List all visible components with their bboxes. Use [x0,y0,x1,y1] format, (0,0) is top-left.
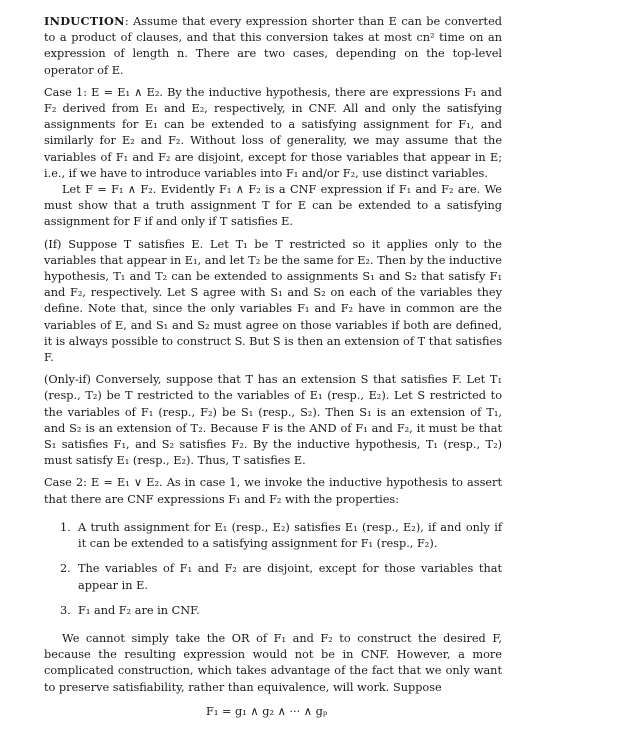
case2-closing: We cannot simply take the OR of F₁ and F₂ to construct the desired F, because the resulting expression would not be in CNF. However, a more complicated construction, which takes advantage of the fact that we only want to preserve satisfiability, rather than equivalence, will work. Suppose [44,631,502,694]
case2-property-list [44,520,502,619]
list-item-number: 2. [60,562,71,576]
list-item-text: F₁ and F₂ are in CNF. [78,603,200,617]
display-formula: F₁ = g₁ ∧ g₂ ∧ ··· ∧ gₚ [206,704,328,718]
induction-paragraph [44,13,502,79]
list-item [44,603,502,619]
case1-only-if-part: (Only-if) Conversely, suppose that T has an extension S that satisfies F. Let T₁ (resp., T₂) be T restricted to the variables of E₁ (resp., E₂). Let S restricted to the variables of F₁ (resp., F₂) be S₁ (resp., S₂). Then S₁ is an extension of T₁, and S₂ is an extension of T₂. Because F is the AND of F₁ and F₂, it must be that S₁ satisfies F₁, and S₂ satisfies F₂. By the inductive hypothesis, T₁ (resp., T₂) must satisfy E₁ (resp., E₂). Thus, T satisfies E. [44,373,502,468]
case1-let-f: Let F = F₁ ∧ F₂. Evidently F₁ ∧ F₂ is a CNF expression if F₁ and F₂ are. We must show that a truth assignment T for E can be extended to a satisfying assignment for F if and only if T satisfies E. [44,183,502,229]
list-item-number: 1. [60,520,71,534]
list-item-number: 3. [60,603,71,617]
list-item-text: The variables of F₁ and F₂ are disjoint, except for those variables that appear in E. [78,562,502,592]
list-item [44,520,502,552]
induction-label: INDUCTION [44,14,125,28]
induction-text: : Assume that every expression shorter than E can be converted to a product of clauses, and that this conversion takes at most cn² time on an expression of length n. There are two cases, depending on the top-level operator of E. [44,15,502,77]
list-item-text: A truth assignment for E₁ (resp., E₂) satisfies E₁ (resp., E₂), if and only if it can be extended to a satisfying assignment for F₁ (resp., F₂). [78,520,502,551]
list-item [44,561,502,593]
proof-page [44,13,502,720]
case1-intro: Case 1: E = E₁ ∧ E₂. By the inductive hypothesis, there are expressions F₁ and F₂ derived from E₁ and E₂, respectively, in CNF. All and only the satisfying assignments for E₁ can be extended to a satisfying assignment for F₁, and similarly for E₂ and F₂. Without loss of generality, we may assume that the variables of F₁ and F₂ are disjoint, except for those variables that appear in E; i.e., if we have to introduce variables into F₁ and/or F₂, use distinct variables. [44,85,502,180]
case2-intro: Case 2: E = E₁ ∨ E₂. As in case 1, we invoke the inductive hypothesis to assert that there are CNF expressions F₁ and F₂ with the properties: [44,476,502,506]
case1-if-part: (If) Suppose T satisfies E. Let T₁ be T restricted so it applies only to the variables that appear in E₁, and let T₂ be the same for E₂. Then by the inductive hypothesis, T₁ and T₂ can be extended to assignments S₁ and S₂ that satisfy F₁ and F₂, respectively. Let S agree with S₁ and S₂ on each of the variables they define. Note that, since the only variables F₁ and F₂ have in common are the variables of E, and S₁ and S₂ must agree on those variables if both are defined, it is always possible to construct S. But S is then an extension of T that satisfies F. [44,237,502,365]
